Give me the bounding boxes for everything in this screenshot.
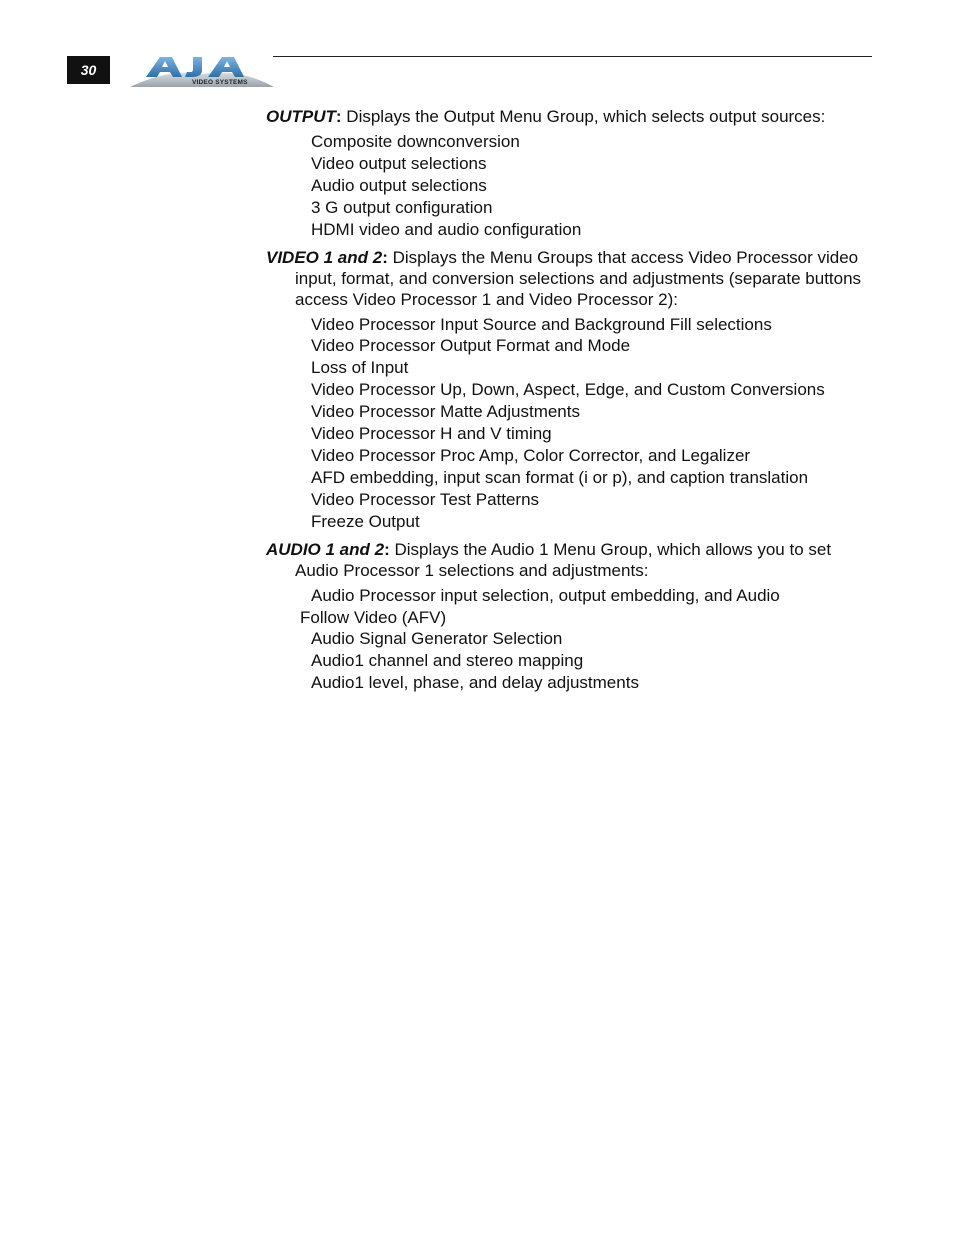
section-colon: : <box>382 247 388 267</box>
list-item: Video Processor H and V timing <box>311 424 552 444</box>
list-item: AFD embedding, input scan format (i or p), and caption translation <box>311 467 809 487</box>
list-item: Audio1 level, phase, and delay adjustments <box>311 673 639 693</box>
section-description: Displays the Audio 1 Menu Group, which allows you to set Audio Processor 1 selections and adjustments: <box>295 539 832 580</box>
list-item: Audio output selections <box>311 175 487 195</box>
section-lead <box>266 106 866 127</box>
list-item-line: Audio Processor input selection, output embedding, and Audio <box>311 585 780 605</box>
header-rule <box>273 56 872 57</box>
section-colon: : <box>384 539 390 559</box>
section-audio <box>266 539 866 695</box>
section-term: OUTPUT <box>266 107 336 126</box>
list-item-continuation: Follow Video (AFV) <box>300 607 447 627</box>
section-video <box>266 247 866 533</box>
list-item: HDMI video and audio configuration <box>311 219 582 239</box>
section-lead <box>266 247 866 310</box>
list-item: Freeze Output <box>311 511 420 531</box>
section-term: VIDEO 1 and 2 <box>266 247 383 267</box>
list-item: Audio Signal Generator Selection <box>311 629 563 649</box>
video-items-list <box>266 314 866 533</box>
aja-logo <box>130 54 274 88</box>
list-item: Composite downconversion <box>311 132 520 151</box>
output-items-list <box>266 131 866 241</box>
list-item: Video Processor Proc Amp, Color Corrector, and Legalizer <box>311 445 751 465</box>
list-item: Video Processor Input Source and Background Fill selections <box>311 314 772 334</box>
list-item: Video output selections <box>311 153 487 173</box>
section-description: Displays the Output Menu Group, which selects output sources: <box>341 107 826 126</box>
list-item: Video Processor Test Patterns <box>311 489 540 509</box>
list-item: Video Processor Output Format and Mode <box>311 336 631 356</box>
list-item: Audio1 channel and stereo mapping <box>311 651 584 671</box>
audio-items-list <box>266 585 866 695</box>
logo-subtext: VIDEO SYSTEMS <box>192 79 248 86</box>
list-item: Video Processor Up, Down, Aspect, Edge, and Custom Conversions <box>311 380 825 400</box>
section-term: AUDIO 1 and 2 <box>266 539 385 559</box>
page-number: 30 <box>80 62 97 78</box>
list-item <box>266 585 866 629</box>
section-lead <box>266 539 866 581</box>
page-number-box <box>67 56 110 84</box>
section-colon: : <box>335 107 342 126</box>
list-item: 3 G output configuration <box>311 197 493 217</box>
main-content <box>266 106 866 694</box>
list-item: Loss of Input <box>311 358 409 378</box>
list-item: Video Processor Matte Adjustments <box>311 402 580 422</box>
section-description: Displays the Menu Groups that access Video Processor video input, format, and conversion selections and adjustments (separate buttons access Video Processor 1 and Video Processor 2): <box>295 247 862 309</box>
section-output <box>266 106 866 241</box>
